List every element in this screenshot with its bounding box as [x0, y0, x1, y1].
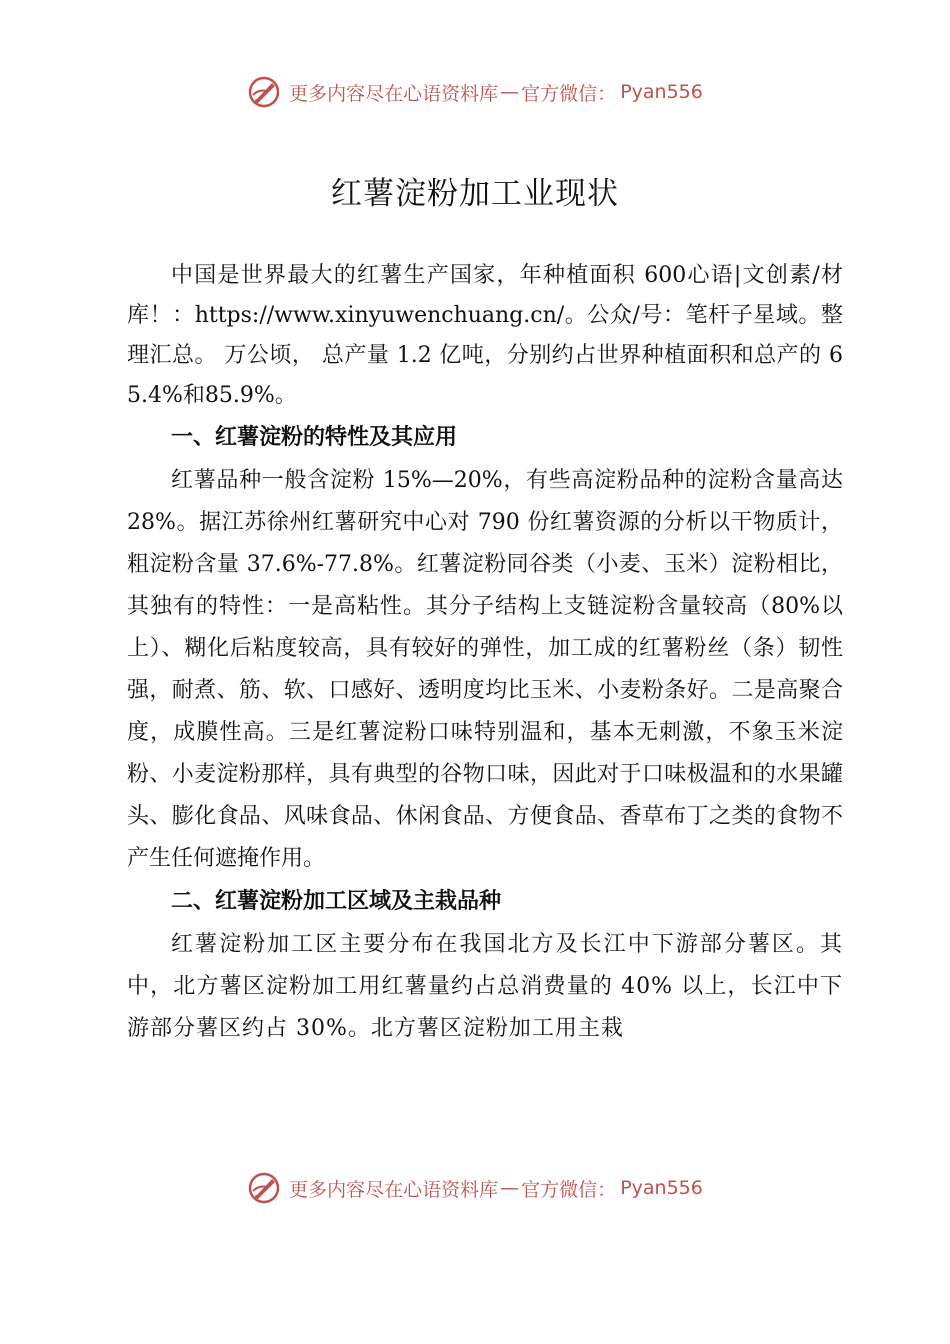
banner-dash: —	[500, 1177, 520, 1199]
section-heading-2: 二、红薯淀粉加工区域及主栽品种	[171, 889, 502, 914]
banner-site-text: 更多内容尽在心语资料库	[289, 82, 499, 105]
intro-paragraph: 中国是世界最大的红薯生产国家，年种植面积 600心语|文创素/材库！：https://www.xinyuwenchuang.cn/。公众/号：笔杆子星域。整理汇总。 万公顷， 总产量 1.2 亿吨，分别约占世界种植面积和总产的 65.4%和85.9%。	[127, 263, 843, 408]
banner-wechat-label: 官方微信：	[521, 82, 617, 105]
header-banner	[0, 72, 950, 112]
pen-circle-logo-icon	[247, 75, 281, 109]
document-body	[127, 256, 843, 1050]
banner-wechat-id: Pyan556	[620, 81, 703, 103]
banner-wechat-label: 官方微信：	[521, 1178, 617, 1201]
banner-dash: —	[500, 81, 520, 103]
section-heading-1: 一、红薯淀粉的特性及其应用	[171, 425, 458, 450]
document-title: 红薯淀粉加工业现状	[331, 176, 619, 212]
section-body-2: 红薯淀粉加工区主要分布在我国北方及长江中下游部分薯区。其中，北方薯区淀粉加工用红薯量约占总消费量的 40% 以上，长江中下游部分薯区约占 30%。北方薯区淀粉加工用主栽	[127, 932, 843, 1041]
section-body-1: 红薯品种一般含淀粉 15%—20%，有些高淀粉品种的淀粉含量高达 28%。据江苏徐州红薯研究中心对 790 份红薯资源的分析以干物质计，粗淀粉含量 37.6%-77.8%。红薯淀粉同谷类（小麦、玉米）淀粉相比，其独有的特性：一是高粘性。其分子结构上支链淀粉含量较高（80%以上）、糊化后粘度较高，具有较好的弹性，加工成的红薯粉丝（条）韧性强，耐煮、筋、软、口感好、透明度均比玉米、小麦粉条好。二是高聚合度，成膜性高。三是红薯淀粉口味特别温和，基本无刺激，不象玉米淀粉、小麦淀粉那样，具有典型的谷物口味，因此对于口味极温和的水果罐头、膨化食品、风味食品、休闲食品、方便食品、香草布丁之类的食物不产生任何遮掩作用。	[127, 468, 843, 871]
footer-banner	[0, 1168, 950, 1208]
banner-wechat-id: Pyan556	[620, 1177, 703, 1199]
banner-site-text: 更多内容尽在心语资料库	[289, 1178, 499, 1201]
pen-circle-logo-icon	[247, 1171, 281, 1205]
